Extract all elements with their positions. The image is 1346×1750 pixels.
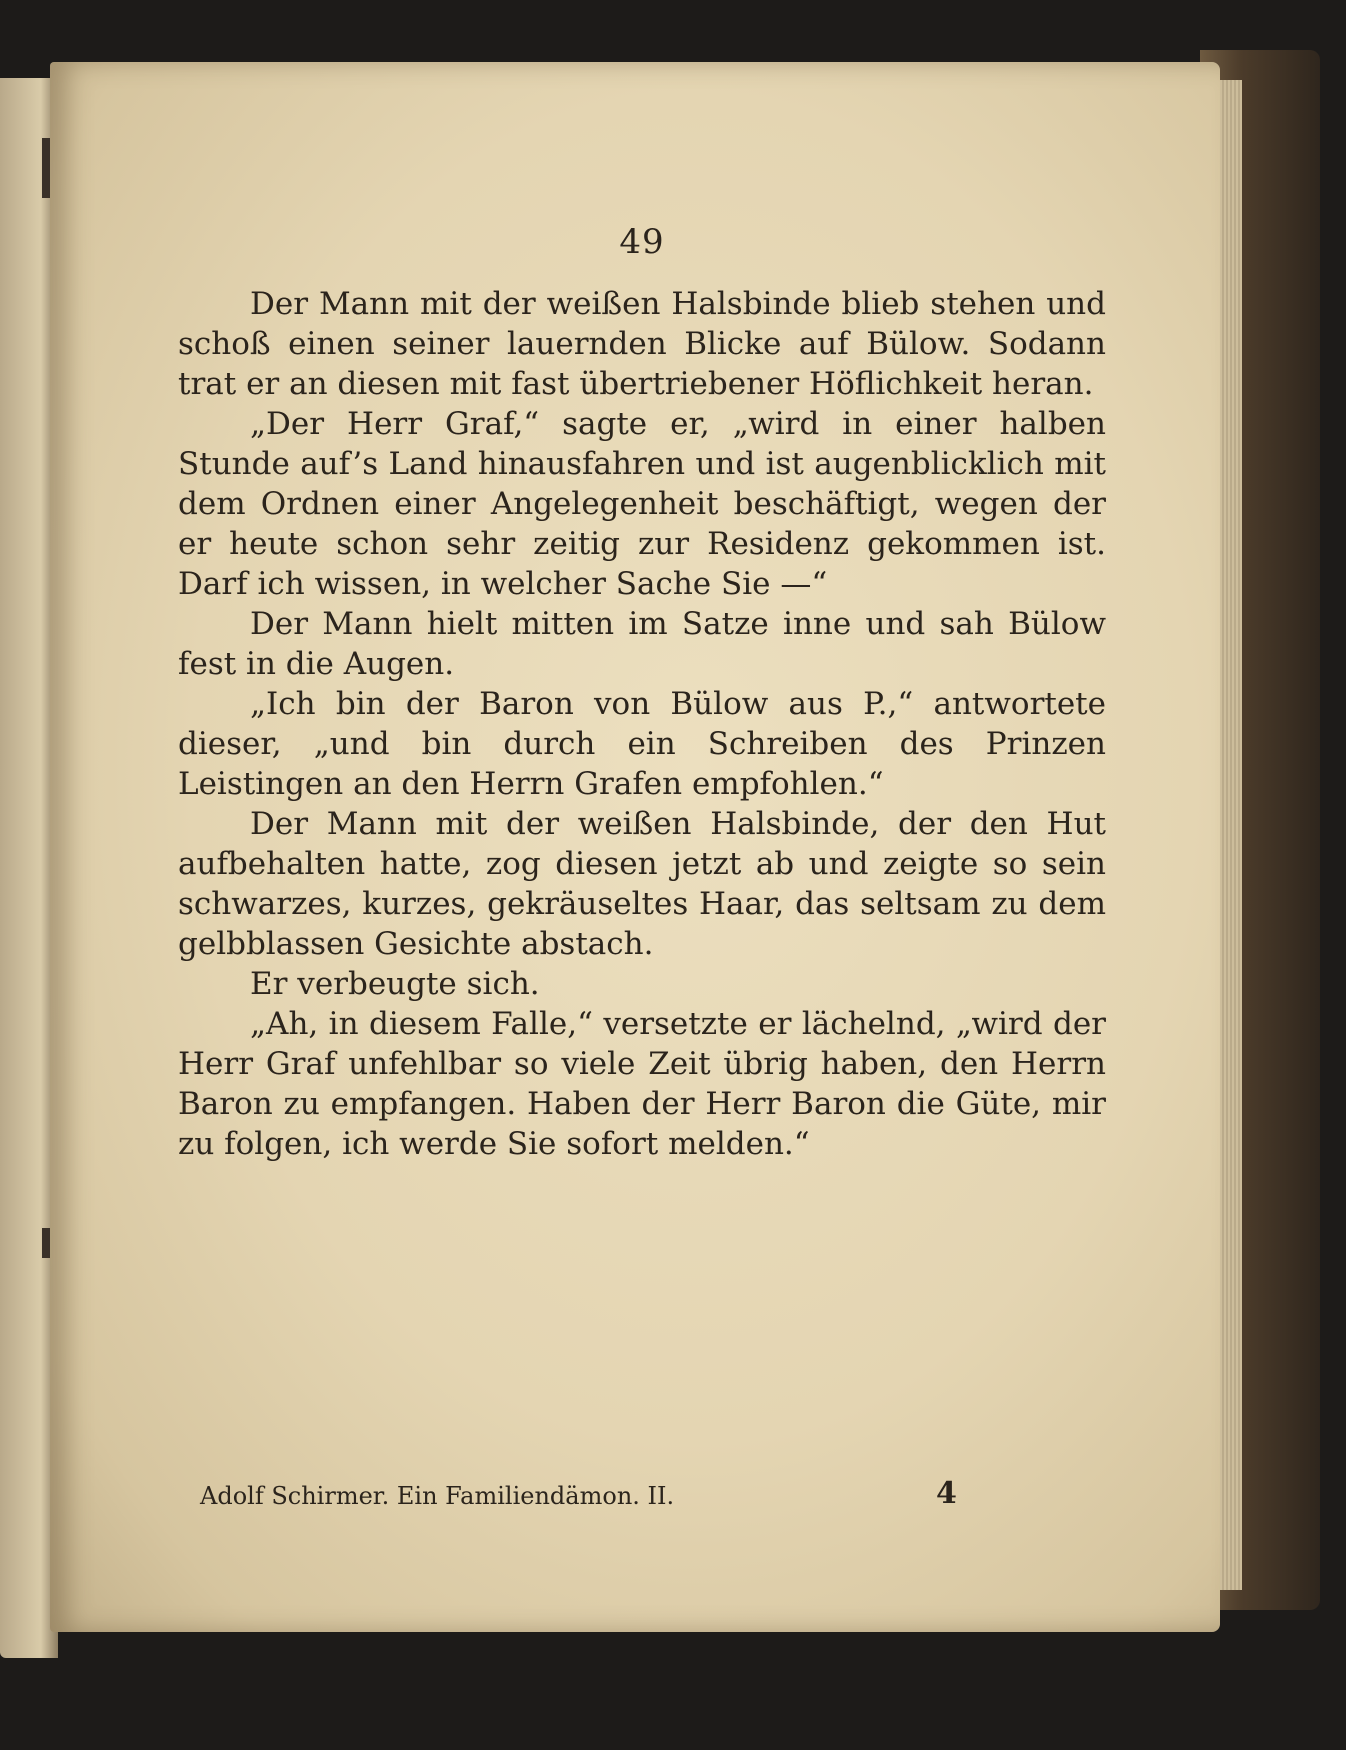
paragraph: „Der Herr Graf,“ sagte er, „wird in einer halben Stunde auf’s Land hinausfahren und ist augenblicklich mit dem Ordnen einer Angelegenheit beschäftigt, wegen der er heute schon sehr zeitig zur Residenz gekommen ist. Darf ich wissen, in welcher Sache Sie —“ [178, 406, 1106, 602]
paragraph: Der Mann mit der weißen Halsbinde blieb stehen und schoß einen seiner lauernden Blicke auf Bülow. Sodann trat er an diesen mit fast übertriebener Höflichkeit heran. [178, 286, 1106, 402]
book-page [50, 62, 1220, 1632]
page-footer [200, 1476, 960, 1511]
paragraph: „Ich bin der Baron von Bülow aus P.,“ antwortete dieser, „und bin durch ein Schreiben des Prinzen Leistingen an den Herrn Grafen empfohlen.“ [178, 686, 1106, 802]
signature-mark: 4 [936, 1476, 957, 1511]
paragraph: Der Mann mit der weißen Halsbinde, der den Hut aufbehalten hatte, zog diesen jetzt ab und zeigte so sein schwarzes, kurzes, gekräuseltes Haar, das seltsam zu dem gelbblassen Gesichte abstach. [178, 806, 1106, 962]
footer-imprint: Adolf Schirmer. Ein Familiendämon. II. [200, 1482, 675, 1510]
page-text [178, 222, 1106, 1164]
paragraph: „Ah, in diesem Falle,“ versetzte er lächelnd, „wird der Herr Graf unfehlbar so viele Zeit übrig haben, den Herrn Baron zu empfangen. Haben der Herr Baron die Güte, mir zu folgen, ich werde Sie sofort melden.“ [178, 1006, 1106, 1162]
page-number: 49 [619, 222, 665, 262]
paragraph: Der Mann hielt mitten im Satze inne und sah Bülow fest in die Augen. [178, 606, 1106, 682]
paragraph: Er verbeugte sich. [250, 966, 540, 1002]
